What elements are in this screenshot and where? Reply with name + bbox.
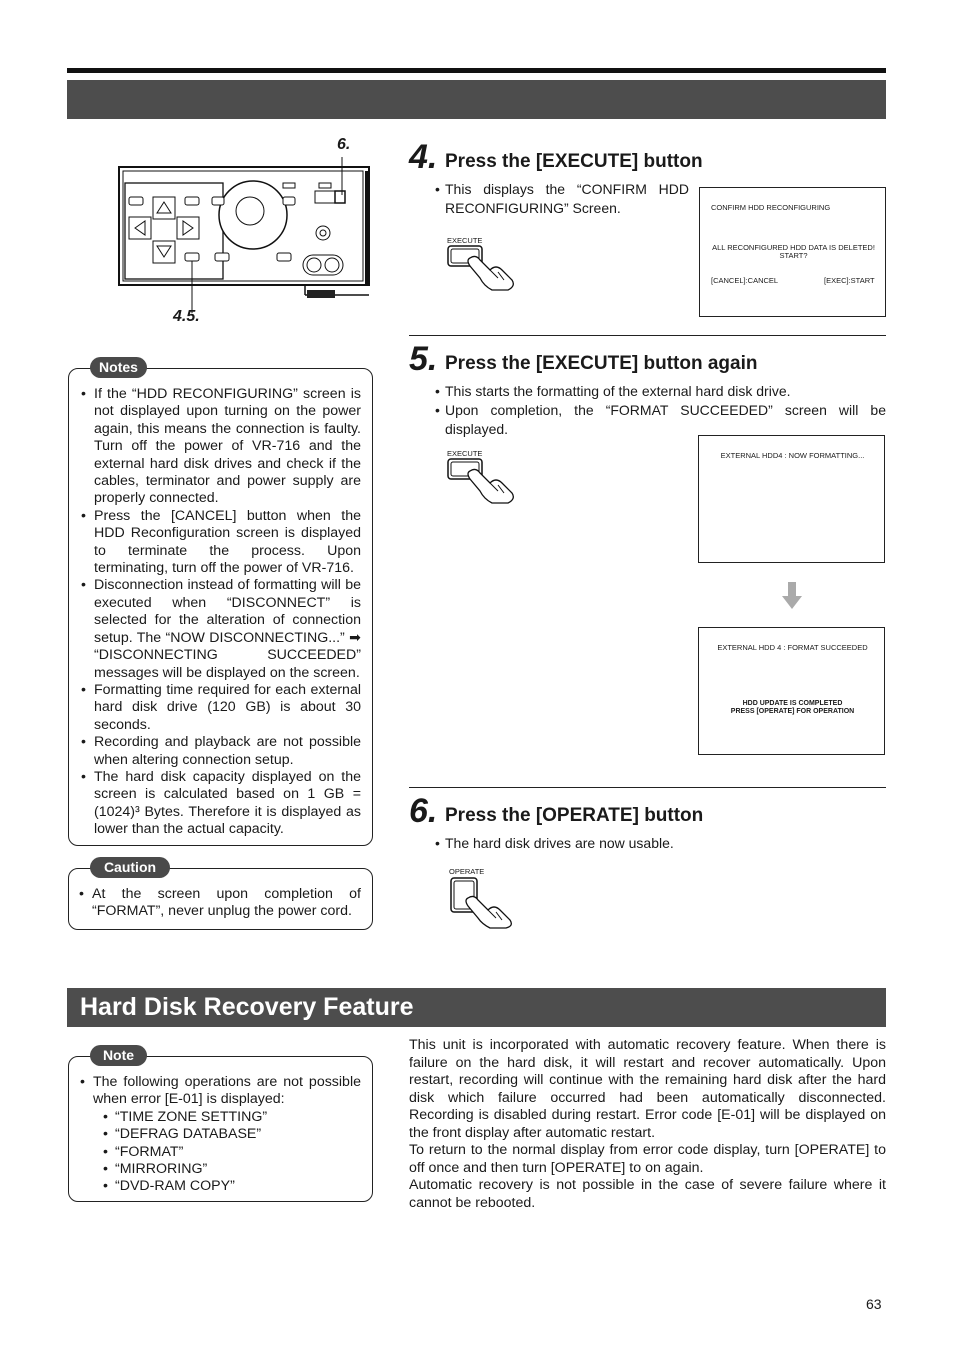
vr716-front-panel-illustration: [115, 135, 375, 330]
notes-item: • If the “HDD RECONFIGURING” screen is not displayed upon turning on the power again, this means the connection is faulty. Turn off the power of VR-716 and the external hard disk drives and check if the cables, terminator and power supply are properly connected.: [78, 386, 361, 508]
screen-title: CONFIRM HDD RECONFIGURING: [711, 203, 831, 212]
step6-number: 6.: [409, 792, 438, 830]
step5-title: Press the [EXECUTE] button again: [445, 353, 758, 374]
notes-item: • Disconnection instead of formatting will be executed when “DISCONNECT” is selected for the alteration of connection setup. The “NOW DISCONNECTING...” ➡ “DISCONNECTING SUCCEEDED” messages will be displayed on the screen.: [78, 577, 361, 681]
screen-exec-hint: [EXEC]:START: [824, 276, 875, 285]
step4-bullets: [435, 180, 689, 218]
step6-button-label: OPERATE: [449, 867, 485, 876]
step5-number: 5.: [409, 340, 438, 378]
screen-warning: ALL RECONFIGURED HDD DATA IS DELETED!: [712, 243, 875, 252]
section-heading: Hard Disk Recovery Feature: [67, 988, 886, 1027]
execute-button-press-icon: [446, 457, 518, 510]
paragraph: This unit is incorporated with automatic recovery feature. When there is failure on the hard disk, it will restart and recover automatically. Upon restart, recording will continue with the remaining hard disk after the hard disk which failure occurred had been automatically disconnected. Recording is disabled during restart. Error code [E-01] will be displayed on the front display after automatic restart.: [409, 1037, 886, 1141]
top-rule: [67, 68, 886, 73]
step6-bullets: [435, 834, 886, 853]
step4-title: Press the [EXECUTE] button: [445, 151, 703, 172]
note-item: [77, 1074, 361, 1196]
header-bar: [67, 80, 886, 119]
screen-cancel-hint: [CANCEL]:CANCEL: [711, 276, 779, 285]
screen-message: HDD UPDATE IS COMPLETED: [742, 700, 843, 707]
note-subitem: • “DEFRAG DATABASE”: [103, 1126, 361, 1143]
execute-button-press-icon: [446, 244, 518, 297]
recovery-description: [409, 1037, 886, 1212]
note-label: Note: [90, 1045, 147, 1066]
step5-bullet: • Upon completion, the “FORMAT SUCCEEDED” screen will be displayed.: [435, 401, 886, 439]
caution-label: Caution: [90, 857, 170, 878]
step4-number: 4.: [409, 138, 438, 176]
note-list: [77, 1074, 361, 1196]
page-number: 63: [866, 1296, 882, 1312]
notes-item: • Recording and playback are not possible when altering connection setup.: [78, 734, 361, 769]
notes-item: • Press the [CANCEL] button when the HDD Reconfiguration screen is displayed to terminate the process. Upon terminating, turn off the power of VR-716.: [78, 508, 361, 578]
note-subitem: • “MIRRORING”: [103, 1161, 361, 1178]
screen-status: EXTERNAL HDD4 : NOW FORMATTING...: [720, 451, 865, 460]
step6-bullet: • The hard disk drives are now usable.: [435, 834, 886, 853]
front-panel-diagram: [115, 135, 375, 330]
note-intro: The following operations are not possible when error [E-01] is displayed:: [93, 1074, 361, 1108]
notes-item: • Formatting time required for each external hard disk drive (120 GB) is about 30 seconds.: [78, 682, 361, 734]
confirm-hdd-screen: [699, 187, 886, 317]
separator: [409, 335, 886, 336]
notes-list: [78, 386, 361, 839]
down-arrow-icon: [782, 582, 802, 615]
operate-button-press-icon: [448, 876, 514, 935]
note-sublist: [93, 1109, 361, 1196]
caution-list: [76, 886, 361, 921]
caution-item: • At the screen upon completion of “FORMAT”, never unplug the power cord.: [76, 886, 361, 921]
screen-status: EXTERNAL HDD 4 : FORMAT SUCCEEDED: [717, 643, 868, 652]
callout-step-6: 6.: [337, 136, 351, 153]
screen-instruction: PRESS [OPERATE] FOR OPERATION: [730, 708, 855, 715]
separator: [409, 787, 886, 788]
notes-item: • The hard disk capacity displayed on the screen is calculated based on 1 GB = (1024)³ Bytes. Therefore it is displayed as lower than the actual capacity.: [78, 769, 361, 839]
paragraph: To return to the normal display from error code display, turn [OPERATE] to off once and then turn [OPERATE] to on again.: [409, 1142, 886, 1176]
step6-title: Press the [OPERATE] button: [445, 805, 704, 826]
paragraph: Automatic recovery is not possible in the case of severe failure where it cannot be rebooted.: [409, 1177, 886, 1211]
callout-step-4-5: 4.5.: [173, 308, 200, 325]
formatting-screen: [698, 435, 885, 563]
step4-bullet: • This displays the “CONFIRM HDD RECONFIGURING” Screen.: [435, 180, 689, 218]
note-subitem: • “DVD-RAM COPY”: [103, 1178, 361, 1195]
step5-button-label: EXECUTE: [447, 449, 483, 458]
format-succeeded-screen: [698, 627, 885, 755]
screen-prompt: START?: [779, 251, 808, 260]
step4-button-label: EXECUTE: [447, 236, 483, 245]
note-subitem: • “FORMAT”: [103, 1144, 361, 1161]
step5-bullet: • This starts the formatting of the external hard disk drive.: [435, 382, 886, 401]
notes-label: Notes: [90, 357, 147, 378]
note-subitem: • “TIME ZONE SETTING”: [103, 1109, 361, 1126]
note-box: [68, 1056, 373, 1202]
notes-box: [68, 368, 373, 846]
step5-bullets: [435, 382, 886, 439]
